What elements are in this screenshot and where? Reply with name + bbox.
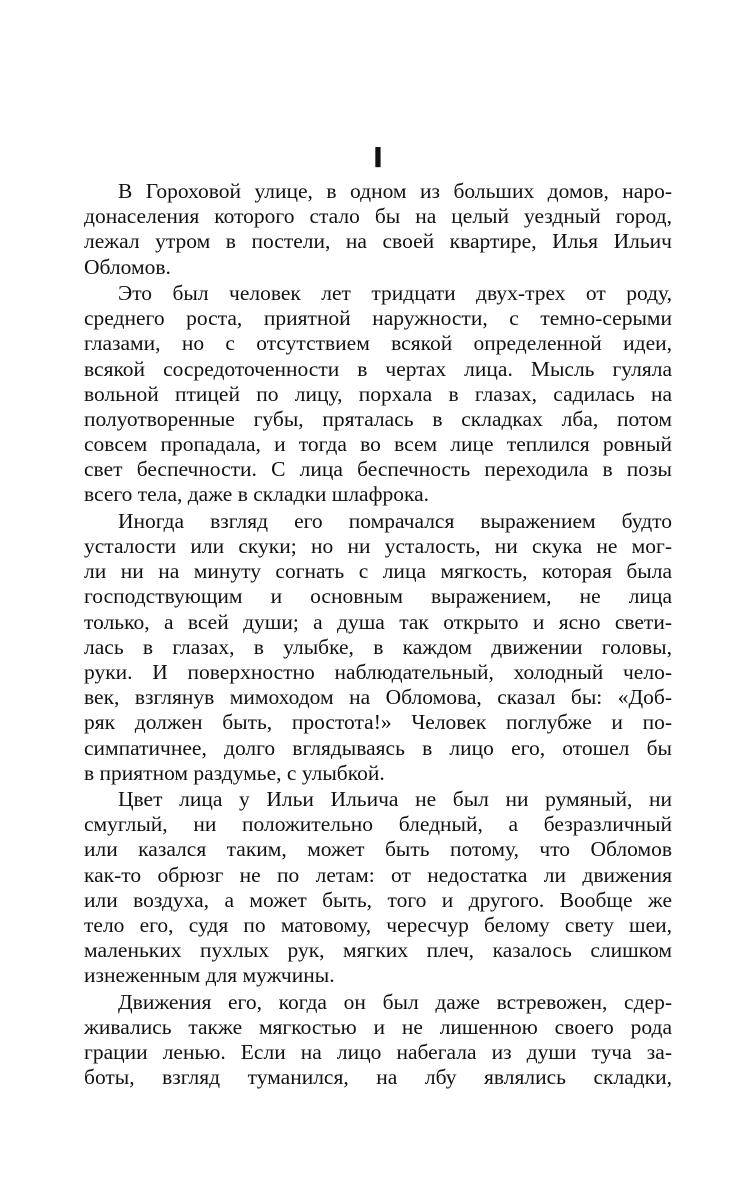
text-line: среднего роста, приятной наружности, с темно-серыми (84, 306, 672, 331)
text-line: усталости или скуки; но ни усталость, ни скука не мог- (84, 534, 672, 558)
text-line: донаселения которого стало бы на целый уездный город, (84, 204, 672, 229)
text-line: вольной птицей по лицу, порхала в глазах, садилась на (84, 381, 672, 406)
paragraph-3 (84, 509, 672, 786)
text-line: свет беспечности. С лица беспечность переходила в позы (84, 457, 672, 482)
paragraph-2 (84, 281, 672, 508)
text-line: тело его, судя по матовому, чересчур белому свету шеи, (84, 913, 672, 937)
chapter-title: I (372, 141, 384, 174)
text-line: Движения его, когда он был даже встревожен, сдер- (118, 989, 672, 1014)
text-line: боты, взгляд туманился, на лбу являлись складки, (84, 1065, 672, 1090)
chapter-text (84, 179, 672, 1092)
text-line: смуглый, ни положительно бледный, а безразличный (84, 812, 672, 837)
text-line: всякой сосредоточенности в чертах лица. Мысль гуляла (84, 356, 672, 381)
text-line: Обломов. (84, 254, 171, 279)
paragraph-5 (84, 990, 672, 1091)
text-line: ли ни на минуту согнать с лица мягкость, которая была (84, 559, 672, 584)
text-line: Иногда взгляд его помрачался выражением будто (118, 508, 672, 533)
paragraph-4 (84, 787, 672, 989)
text-line: лась в глазах, в улыбке, в каждом движении головы, (84, 634, 672, 659)
text-line: В Гороховой улице, в одном из больших домов, наро- (118, 179, 672, 203)
text-line: господствующим и основным выражением, не лица (84, 584, 672, 609)
text-line: совсем пропадала, и тогда во всем лице теплился ровный (84, 432, 672, 457)
text-line: полуотворенные губы, пряталась в складках лба, потом (84, 406, 672, 431)
text-line: лежал утром в постели, на своей квартире, Илья Ильич (84, 229, 672, 254)
text-line: изнеженным для мужчины. (84, 963, 335, 988)
text-line: руки. И поверхностно наблюдательный, холодный чело- (84, 659, 672, 684)
text-line: грации ленью. Если на лицо набегала из души туча за- (84, 1040, 672, 1065)
text-line: Цвет лица у Ильи Ильича не был ни румяный, ни (118, 787, 672, 812)
text-line: симпатичнее, долго вглядываясь в лицо его, отошел бы (84, 735, 672, 760)
text-line: век, взглянув мимоходом на Обломова, сказал бы: «Доб- (84, 685, 672, 710)
text-line: маленьких пухлых рук, мягких плеч, казалось слишком (84, 938, 672, 963)
text-line: только, а всей души; а душа так открыто и ясно свети- (84, 609, 672, 634)
text-line: или казался таким, может быть потому, что Обломов (84, 837, 672, 862)
text-line: Это был человек лет тридцати двух-трех от роду, (118, 280, 672, 305)
text-line: живались также мягкостью и не лишенною своего рода (84, 1014, 672, 1039)
text-line: как-то обрюзг не по летам: от недостатка ли движения (84, 862, 672, 887)
text-line: в приятном раздумье, с улыбкой. (84, 760, 385, 785)
text-line: ряк должен быть, простота!» Человек поглубже и по- (84, 710, 672, 735)
text-line: глазами, но с отсутствием всякой определенной идеи, (84, 331, 672, 356)
text-line: всего тела, даже в складки шлафрока. (84, 482, 430, 507)
text-line: или воздуха, а может быть, того и другого. Вообще же (84, 887, 672, 912)
paragraph-1 (84, 179, 672, 280)
